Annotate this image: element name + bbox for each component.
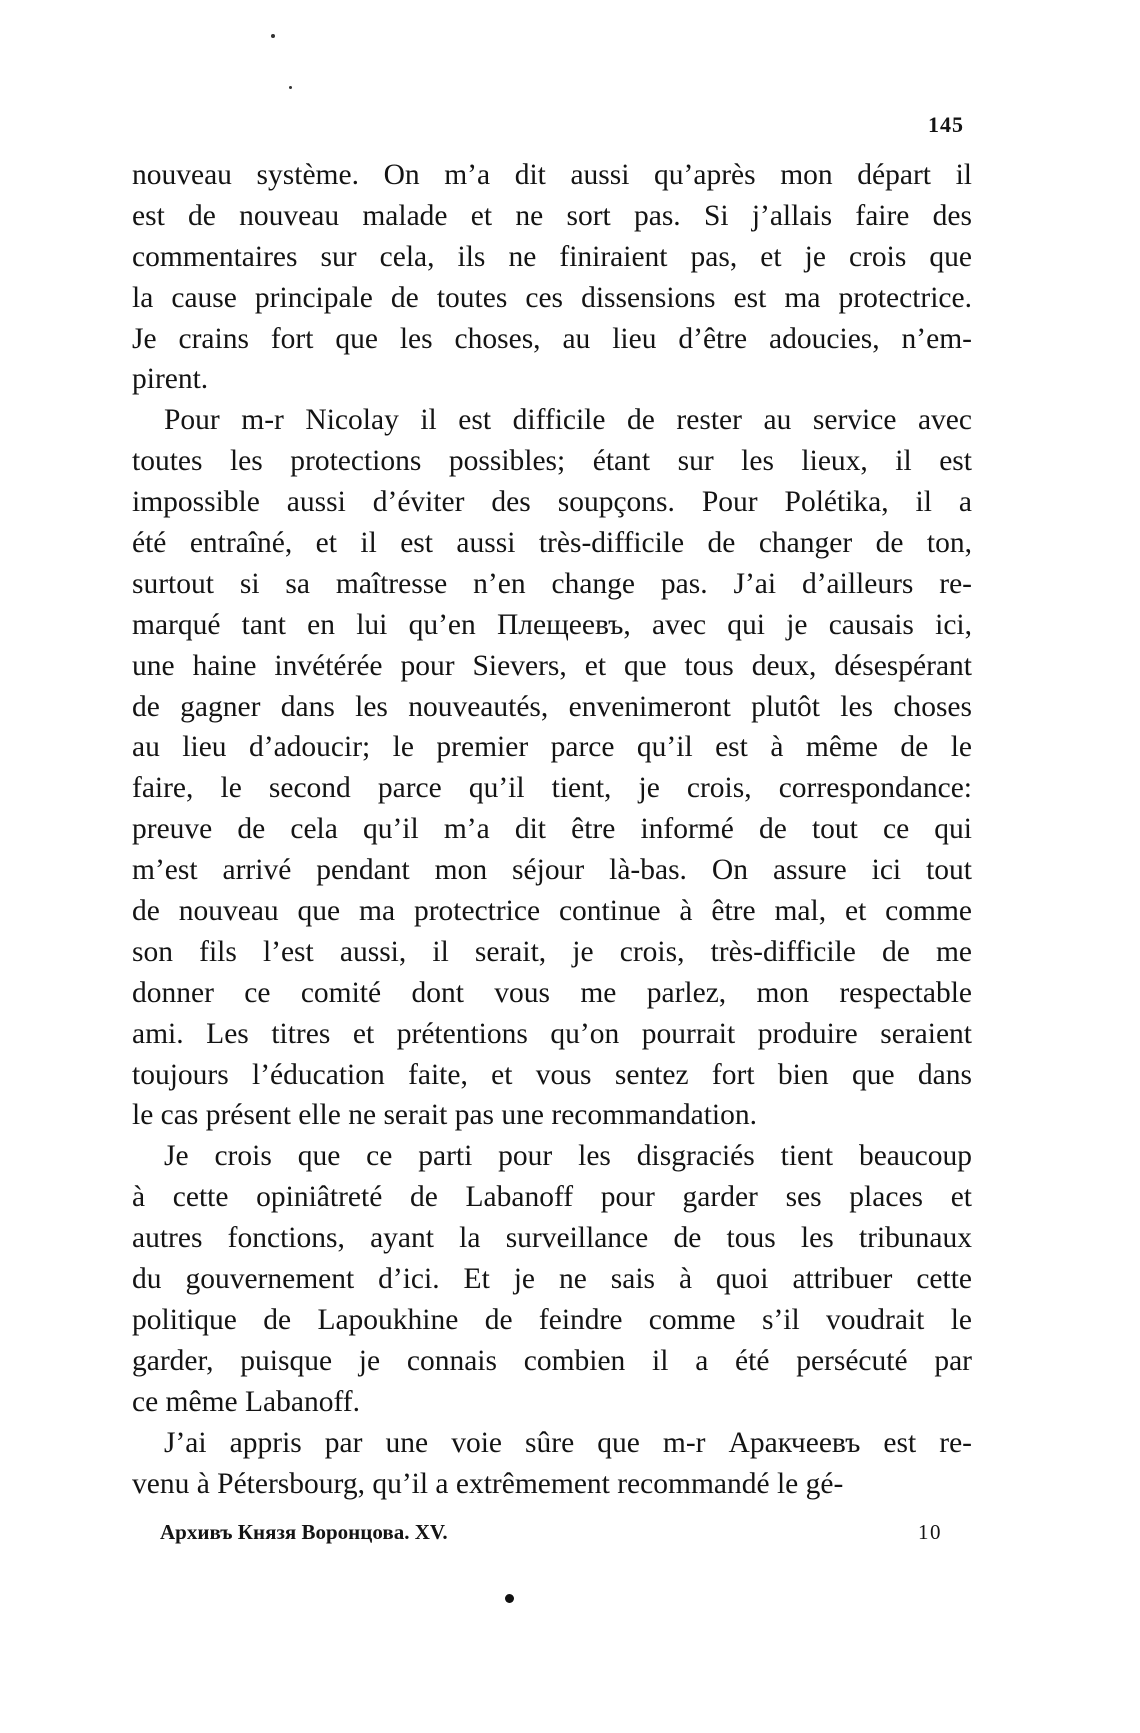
text-line: m’est arrivé pendant mon séjour là-bas. On assure ici tout (132, 854, 972, 887)
text-line: toutes les protections possibles; étant sur les lieux, il est (132, 445, 972, 478)
text-line: impossible aussi d’éviter des soupçons. Pour Polétika, il a (132, 486, 972, 519)
text-line: autres fonctions, ayant la surveillance de tous les tribunaux (132, 1222, 972, 1255)
text-line: une haine invétérée pour Sievers, et que tous deux, désespérant (132, 649, 972, 682)
page-number: 145 (928, 112, 964, 137)
ink-speck (271, 34, 275, 38)
text-line: ce même Labanoff. (132, 1385, 360, 1418)
text-line: marqué tant en lui qu’en Плещеевъ, avec qui je causais ici, (132, 608, 972, 641)
paragraph (132, 1136, 972, 1422)
text-line: Pour m-r Nicolay il est difficile de rester au service avec (164, 404, 972, 437)
text-line: pirent. (132, 363, 209, 396)
text-line: ami. Les titres et prétentions qu’on pourrait produire seraient (132, 1017, 972, 1050)
text-line: garder, puisque je connais combien il a été persécuté par (132, 1344, 972, 1377)
text-line: donner ce comité dont vous me parlez, mon respectable (132, 976, 972, 1009)
text-line: Je crois que ce parti pour les disgraciés tient beaucoup (164, 1140, 972, 1173)
text-line: de nouveau que ma protectrice continue à être mal, et comme (132, 895, 972, 928)
text-line: au lieu d’adoucir; le premier parce qu’il est à même de le (132, 731, 972, 764)
text-line: son fils l’est aussi, il serait, je crois, très-difficile de me (132, 935, 972, 968)
text-line: J’ai appris par une voie sûre que m-r Аракчеевъ est re- (164, 1426, 972, 1459)
text-line: le cas présent elle ne serait pas une recommandation. (132, 1099, 757, 1132)
paragraph (132, 1423, 972, 1505)
footer-sheet-number: 10 (918, 1520, 942, 1544)
text-line: est de nouveau malade et ne sort pas. Si j’allais faire des (132, 199, 972, 232)
text-line: de gagner dans les nouveautés, envenimeront plutôt les choses (132, 690, 972, 723)
text-line: été entraîné, et il est aussi très-difficile de changer de ton, (132, 527, 972, 560)
text-line: la cause principale de toutes ces dissensions est ma protectrice. (132, 281, 972, 314)
text-line: toujours l’éducation faite, et vous sentez fort bien que dans (132, 1058, 972, 1091)
paragraph (132, 400, 972, 1136)
bullet-mark (505, 1594, 514, 1603)
text-line: du gouvernement d’ici. Et je ne sais à quoi attribuer cette (132, 1263, 972, 1296)
page-footer (160, 1520, 942, 1545)
text-line: à cette opiniâtreté de Labanoff pour garder ses places et (132, 1181, 972, 1214)
footer-signature: Архивъ Князя Воронцова. XV. (160, 1520, 448, 1544)
text-line: Je crains fort que les choses, au lieu d’être adoucies, n’em- (132, 322, 972, 355)
text-line: politique de Lapoukhine de feindre comme s’il voudrait le (132, 1303, 972, 1336)
text-line: surtout si sa maîtresse n’en change pas. J’ai d’ailleurs re- (132, 567, 972, 600)
text-line: nouveau système. On m’a dit aussi qu’après mon départ il (132, 159, 972, 191)
body-text (132, 155, 972, 1504)
ink-speck (289, 86, 292, 89)
text-line: faire, le second parce qu’il tient, je crois, correspondance: (132, 772, 972, 805)
text-line: venu à Pétersbourg, qu’il a extrêmement recommandé le gé- (132, 1467, 844, 1500)
text-line: commentaires sur cela, ils ne finiraient pas, et je crois que (132, 240, 972, 273)
paragraph (132, 155, 972, 400)
text-line: preuve de cela qu’il m’a dit être informé de tout ce qui (132, 813, 972, 846)
